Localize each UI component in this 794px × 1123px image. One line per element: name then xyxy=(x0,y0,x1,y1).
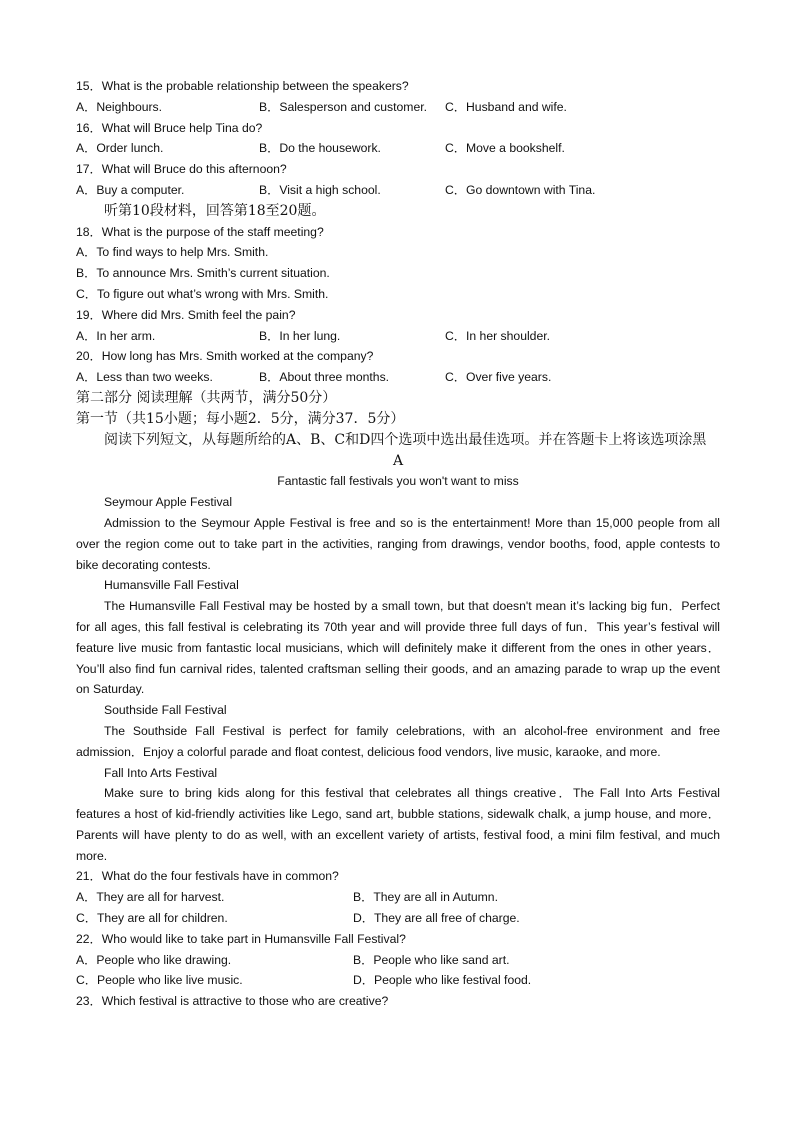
question-19-options xyxy=(76,326,720,347)
festival-text-fall-into-arts: Make sure to bring kids along for this festival that celebrates all things creative．The Fall Into Arts Festival features a host of kid-friendly activities like Lego, sand art, bubble stations, sidewalk chalk, a jump house, and more．Parents will have plenty to do as well, with an excellent variety of artists, festival food, a mini film festival, and much more. xyxy=(76,786,720,863)
option-b: B．In her lung. xyxy=(259,328,341,343)
festival-text-humansville: The Humansville Fall Festival may be hosted by a small town, but that doesn't mean it’s lacking big fun．Perfect for all ages, this fall festival is celebrating its 70th year and will provide three full days of fun．This year’s festival will feature live music from fantastic local musicians, which will definitely make it different from the ones in other years．You’ll also find fun carnival rides, talented craftsman selling their goods, and an amazing parade to wrap up the event on Saturday. xyxy=(76,599,720,697)
question-20-stem: 20．How long has Mrs. Smith worked at the company? xyxy=(76,349,374,364)
section-10-heading: 听第10段材料，回答第18至20题。 xyxy=(104,202,326,219)
festival-name-seymour: Seymour Apple Festival xyxy=(104,495,233,510)
question-15-options xyxy=(76,97,720,118)
option-b: B．Salesperson and customer. xyxy=(259,99,428,114)
option-c: C．Over five years. xyxy=(445,370,552,385)
option-d: D．They are all free of charge. xyxy=(353,911,520,926)
festival-name-southside: Southside Fall Festival xyxy=(104,703,227,718)
passage-letter: A xyxy=(392,452,404,469)
question-16-options xyxy=(76,138,720,159)
part-two-heading: 第二部分 阅读理解（共两节，满分50分） xyxy=(76,389,337,406)
question-16-stem: 16．What will Bruce help Tina do? xyxy=(76,120,263,135)
passage-title: Fantastic fall festivals you won't want to miss xyxy=(277,474,519,489)
option-d: D．People who like festival food. xyxy=(353,973,532,988)
option-b: B．They are all in Autumn. xyxy=(353,890,498,905)
question-21-stem: 21．What do the four festivals have in common? xyxy=(76,869,339,884)
option-a: A．Buy a computer. xyxy=(76,182,185,197)
option-c: C．Husband and wife. xyxy=(445,99,567,114)
question-20-options xyxy=(76,367,720,388)
option-a: A．Order lunch. xyxy=(76,141,164,156)
option-a: A．In her arm. xyxy=(76,328,156,343)
question-18-option-c: C．To figure out what’s wrong with Mrs. Smith. xyxy=(76,286,329,301)
option-b: B．About three months. xyxy=(259,370,390,385)
question-18-option-a: A．To find ways to help Mrs. Smith. xyxy=(76,245,269,260)
festival-name-humansville: Humansville Fall Festival xyxy=(104,578,239,593)
festival-text-southside: The Southside Fall Festival is perfect for family celebrations, with an alcohol-free environment and free admission．Enjoy a colorful parade and float contest, delicious food vendors, live music, karaoke, and more. xyxy=(76,723,720,759)
option-a: A．Neighbours. xyxy=(76,99,163,114)
option-b: B．Visit a high school. xyxy=(259,182,381,197)
question-23-stem: 23．Which festival is attractive to those who are creative? xyxy=(76,994,389,1009)
reading-instruction: 阅读下列短文，从每题所给的A、B、C和D四个选项中选出最佳选项。并在答题卡上将该选项涂黑 xyxy=(104,431,707,448)
question-18-option-b: B．To announce Mrs. Smith’s current situation. xyxy=(76,266,330,281)
question-22-options-cd xyxy=(76,970,720,991)
question-17-options xyxy=(76,180,720,201)
option-c: C．Move a bookshelf. xyxy=(445,141,565,156)
option-c: C．People who like live music. xyxy=(76,973,243,988)
option-c: C．In her shoulder. xyxy=(445,328,551,343)
option-c: C．Go downtown with Tina. xyxy=(445,182,596,197)
option-c: C．They are all for children. xyxy=(76,911,228,926)
option-b: B．People who like sand art. xyxy=(353,952,510,967)
option-a: A．People who like drawing. xyxy=(76,952,232,967)
question-22-stem: 22．Who would like to take part in Humansville Fall Festival? xyxy=(76,931,406,946)
question-18-stem: 18．What is the purpose of the staff meeting? xyxy=(76,224,324,239)
question-21-options-cd xyxy=(76,908,720,929)
section-one-heading: 第一节（共15小题；每小题2．5分，满分37．5分） xyxy=(76,410,405,427)
option-a: A．They are all for harvest. xyxy=(76,890,225,905)
question-19-stem: 19．Where did Mrs. Smith feel the pain? xyxy=(76,307,296,322)
question-15-stem: 15．What is the probable relationship between the speakers? xyxy=(76,79,409,93)
option-b: B．Do the housework. xyxy=(259,141,381,156)
option-a: A．Less than two weeks. xyxy=(76,370,213,385)
festival-text-seymour: Admission to the Seymour Apple Festival is free and so is the entertainment! More than 15,000 people from all over the region come out to take part in the activities, ranging from drawings, vendor booths, food, apple contests to bike decorating contests. xyxy=(76,515,720,572)
exam-page xyxy=(76,76,720,1012)
festival-name-fall-into-arts: Fall Into Arts Festival xyxy=(104,765,218,780)
question-21-options-ab xyxy=(76,887,720,908)
question-22-options-ab xyxy=(76,950,720,971)
question-17-stem: 17．What will Bruce do this afternoon? xyxy=(76,162,287,177)
